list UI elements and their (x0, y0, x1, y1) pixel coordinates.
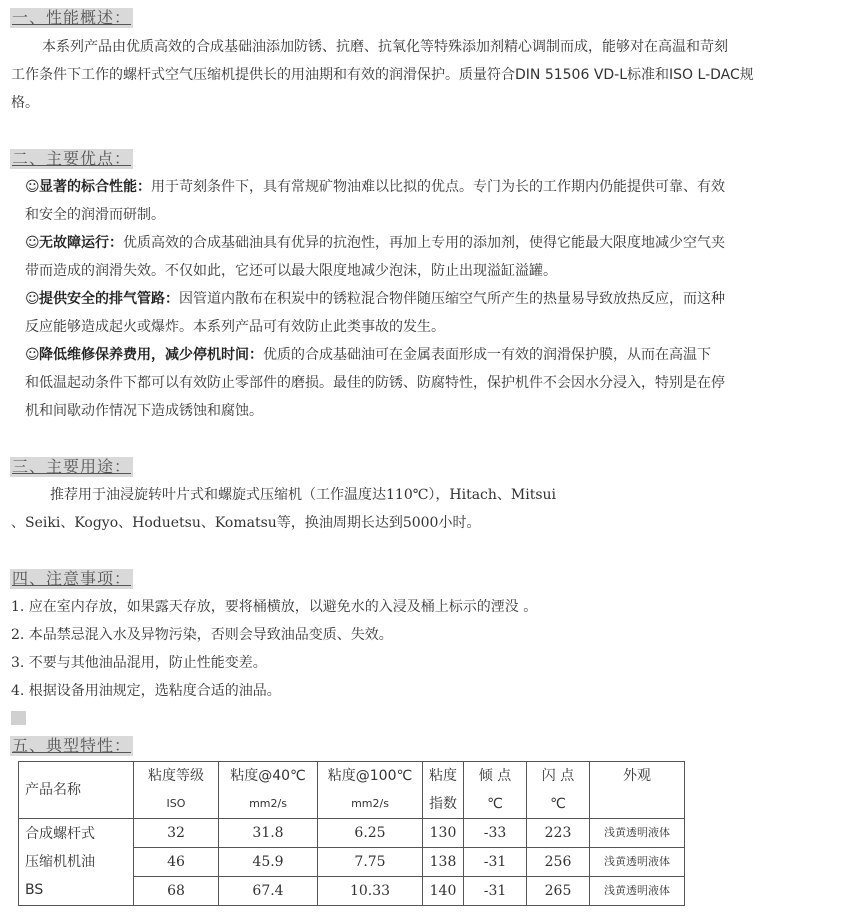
table-row (19, 819, 685, 848)
header-vi-label-2: 指数 (429, 796, 457, 812)
cell-pour: -31 (464, 848, 527, 877)
cell-pour: -31 (464, 877, 527, 906)
applications-line-1: 推荐用于油浸旋转叶片式和螺旋式压缩机（工作温度达110℃），Hitach、Mitsui (50, 487, 557, 503)
cell-vi: 130 (423, 819, 464, 848)
advantage-text-cont: 和低温起动条件下都可以有效防止零部件的磨损。最佳的防锈、防腐特性，保护机件不会因水分浸入，特别是在停 (25, 375, 725, 391)
advantage-item-3 (25, 290, 725, 308)
section-heading-applications: 三、主要用途： (12, 457, 132, 476)
advantage-text: 优质高效的合成基础油具有优异的抗泡性，再加上专用的添加剂，使得它能最大限度地减少空气夹 (123, 235, 725, 251)
header-pour (464, 762, 527, 819)
header-pour-unit: ℃ (487, 796, 503, 812)
advantage-text-cont: 带而造成的润滑失效。不仅如此，它还可以最大限度地减少泡沫，防止出现溢缸溢罐。 (25, 263, 557, 279)
header-vi-label: 粘度 (429, 768, 457, 784)
advantage-text: 因管道内散布在积炭中的锈粒混合物伴随压缩空气所产生的热量易导致放热反应，而这种 (179, 291, 725, 307)
header-flash (527, 762, 590, 819)
advantage-text-cont: 反应能够造成起火或爆炸。本系列产品可有效防止此类事故的发生。 (25, 319, 445, 335)
cell-flash: 223 (527, 819, 590, 848)
cell-v40: 67.4 (219, 877, 318, 906)
placeholder-block (11, 711, 26, 725)
header-appearance: 外观 (590, 762, 685, 819)
cell-v100: 6.25 (318, 819, 423, 848)
cell-v100: 7.75 (318, 848, 423, 877)
header-v100-unit: mm2/s (351, 797, 389, 810)
cell-pour: -33 (464, 819, 527, 848)
cell-v40: 45.9 (219, 848, 318, 877)
precaution-item-1: 1. 应在室内存放，如果露天存放，要将桶横放，以避免水的入浸及桶上标示的湮没 。 (11, 599, 538, 615)
table-header-row (19, 762, 685, 819)
header-pour-label: 倾 点 (478, 768, 512, 784)
cell-iso: 46 (134, 848, 219, 877)
precaution-item-2: 2. 本品禁忌混入水及异物污染，否则会导致油品变质、失效。 (11, 627, 393, 643)
overview-line-3: 格。 (11, 95, 39, 111)
cell-vi: 140 (423, 877, 464, 906)
advantage-text-cont: 机和间歇动作情况下造成锈蚀和腐蚀。 (25, 403, 263, 419)
section-heading-typical-properties: 五、典型特性： (12, 736, 132, 755)
advantage-item-4 (25, 346, 711, 364)
smiley-icon: ☺ (25, 235, 40, 251)
header-v40-unit: mm2/s (249, 797, 287, 810)
advantage-item-2 (25, 234, 725, 252)
smiley-icon: ☺ (25, 291, 40, 307)
product-name-line: 合成螺杆式 (25, 826, 95, 842)
smiley-icon: ☺ (25, 179, 40, 195)
advantage-heading: 显著的标合性能： (39, 179, 151, 195)
header-v40-label: 粘度@40℃ (230, 768, 306, 784)
header-product-name: 产品名称 (19, 762, 134, 819)
cell-appearance: 浅黄透明液体 (590, 877, 685, 906)
header-flash-unit: ℃ (550, 796, 566, 812)
advantage-text-cont: 和安全的润滑而研制。 (25, 207, 165, 223)
section-heading-overview: 一、性能概述： (12, 8, 132, 27)
header-iso (134, 762, 219, 819)
overview-line-2: 工作条件下工作的螺杆式空气压缩机提供长的用油期和有效的润滑保护。质量符合DIN 51506 VD-L标准和ISO L-DAC规 (11, 67, 754, 83)
properties-table (18, 761, 685, 906)
advantage-heading: 降低维修保养费用，减少停机时间： (39, 347, 263, 363)
header-v100-label: 粘度@100℃ (327, 768, 413, 784)
advantage-text: 用于苛刻条件下，具有常规矿物油难以比拟的优点。专门为长的工作期内仍能提供可靠、有效 (151, 179, 725, 195)
advantage-item-1 (25, 178, 725, 196)
header-flash-label: 闪 点 (541, 768, 575, 784)
advantage-heading: 提供安全的排气管路： (39, 291, 179, 307)
precaution-item-3: 3. 不要与其他油品混用，防止性能变差。 (11, 655, 267, 671)
section-heading-precautions: 四、注意事项： (12, 569, 132, 588)
cell-iso: 32 (134, 819, 219, 848)
cell-appearance: 浅黄透明液体 (590, 819, 685, 848)
advantage-heading: 无故障运行： (39, 235, 123, 251)
header-vi (423, 762, 464, 819)
advantage-text: 优质的合成基础油可在金属表面形成一有效的润滑保护膜，从而在高温下 (263, 347, 711, 363)
cell-v100: 10.33 (318, 877, 423, 906)
header-iso-label: 粘度等级 (148, 768, 204, 784)
section-heading-advantages: 二、主要优点： (12, 149, 132, 168)
cell-appearance: 浅黄透明液体 (590, 848, 685, 877)
cell-v40: 31.8 (219, 819, 318, 848)
cell-flash: 265 (527, 877, 590, 906)
cell-vi: 138 (423, 848, 464, 877)
cell-flash: 256 (527, 848, 590, 877)
product-name-cell (19, 819, 134, 906)
cell-iso: 68 (134, 877, 219, 906)
smiley-icon: ☺ (25, 347, 40, 363)
header-v40 (219, 762, 318, 819)
precaution-item-4: 4. 根据设备用油规定，选粘度合适的油品。 (11, 683, 281, 699)
product-name-line: 压缩机机油 (25, 854, 95, 870)
overview-line-1: 本系列产品由优质高效的合成基础油添加防锈、抗磨、抗氧化等特殊添加剂精心调制而成，能够对在高温和苛刻 (42, 39, 728, 55)
product-name-line: BS (25, 882, 44, 898)
header-v100 (318, 762, 423, 819)
header-iso-unit: ISO (166, 797, 186, 810)
applications-line-2: 、Seiki、Kogyo、Hoduetsu、Komatsu等，换油周期长达到5000小时。 (11, 515, 481, 531)
